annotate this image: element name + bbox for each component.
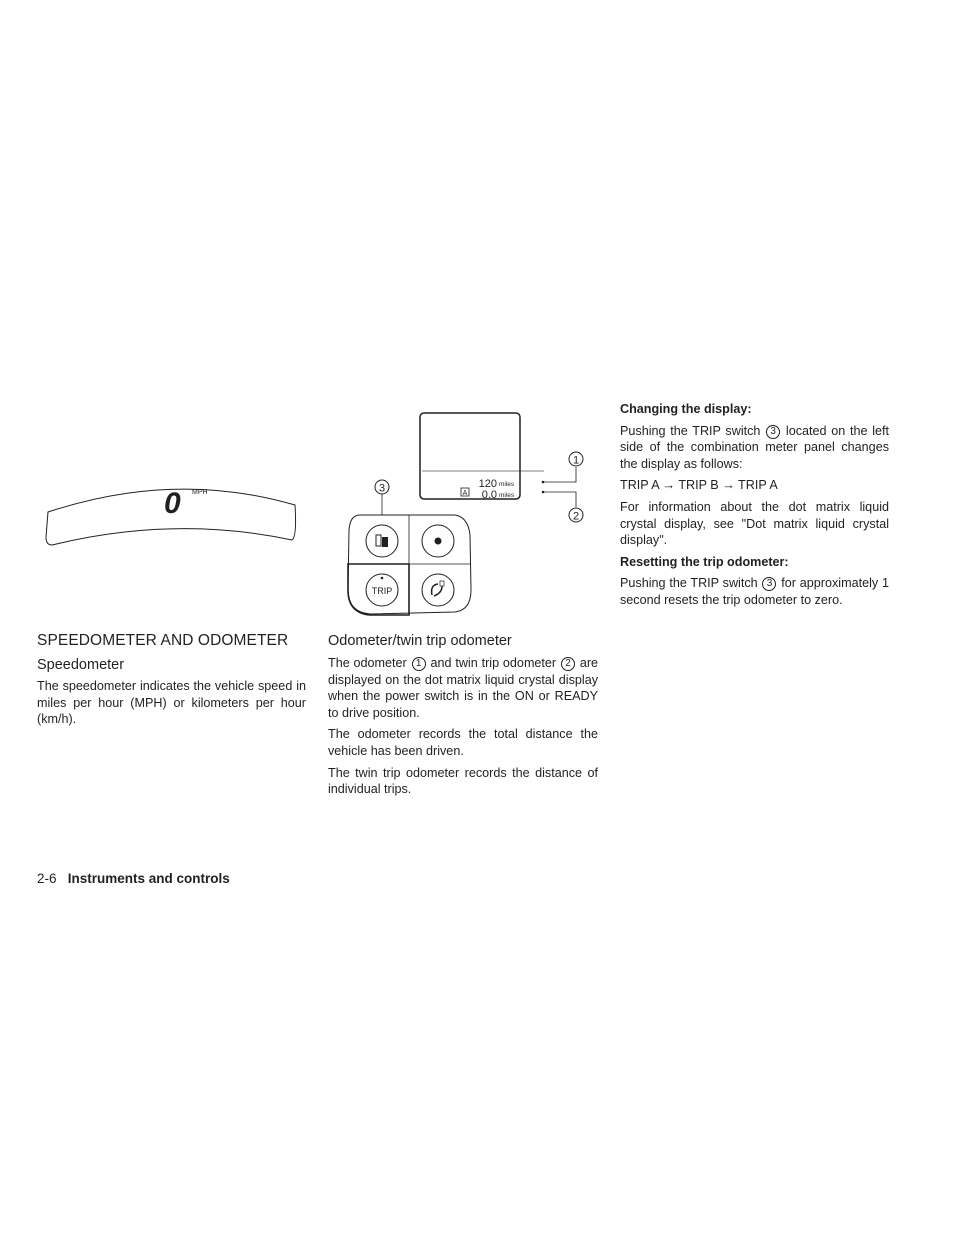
callout-1: 1 <box>572 454 580 467</box>
illumination-button <box>422 574 454 606</box>
text: located on the left side of the combination meter panel changes the display as follows: <box>620 423 889 471</box>
speedometer-paragraph: The speedometer indicates the vehicle speed in miles per hour (MPH) or kilometers per hour (km/h). <box>37 679 306 727</box>
trip-indicator: A <box>462 490 468 497</box>
trip-unit: miles <box>499 492 515 499</box>
column-3 <box>620 401 889 609</box>
section-title: SPEEDOMETER AND ODOMETER <box>37 632 289 649</box>
speed-unit: MPH <box>192 489 208 496</box>
trip-sequence: TRIP A → TRIP B → TRIP A <box>620 478 778 493</box>
trip-odometer-paragraph: The twin trip odometer records the distance of individual trips. <box>328 765 598 797</box>
callout-3: 3 <box>378 482 386 495</box>
dot-matrix-reference: For information about the dot matrix liquid crystal display, see "Dot matrix liquid crystal display". <box>620 499 889 548</box>
odometer-value: 120 <box>478 478 497 490</box>
reset-heading: Resetting the trip odometer: <box>620 554 789 569</box>
chapter-title: Instruments and controls <box>67 871 230 886</box>
meter-illustration <box>330 405 600 620</box>
page-number: 2-6 <box>37 871 57 886</box>
subsection-title: Odometer/twin trip odometer <box>328 633 512 649</box>
text: Pushing the TRIP switch <box>620 576 758 591</box>
trip-value: 0.0 <box>481 489 497 501</box>
text: for approximately 1 second resets the trip odometer to zero. <box>620 576 889 607</box>
changing-display-heading: Changing the display: <box>620 402 752 416</box>
column-1 <box>37 632 306 728</box>
reset-paragraph <box>620 575 889 608</box>
speed-value: 0 <box>164 487 181 520</box>
callout-1-ref: 1 <box>412 657 426 671</box>
changing-display-paragraph <box>620 423 889 473</box>
text: are displayed on the dot matrix liquid crystal display when the power switch is in the ON or READY to drive position. <box>328 656 599 720</box>
speedometer-illustration <box>40 475 310 555</box>
text: The odometer <box>328 656 407 670</box>
odometer-paragraph <box>328 655 598 721</box>
text: Pushing the TRIP switch <box>620 423 761 438</box>
column-2 <box>328 633 598 798</box>
odometer-unit: miles <box>499 481 515 488</box>
callout-3-ref: 3 <box>762 577 776 591</box>
subsection-title: Speedometer <box>37 657 125 673</box>
text: and twin trip odometer <box>430 656 557 670</box>
trip-button-label: TRIP <box>371 586 393 596</box>
odometer-total-paragraph: The odometer records the total distance the vehicle has been driven. <box>328 727 598 758</box>
callout-2: 2 <box>572 510 580 523</box>
callout-3-ref: 3 <box>766 425 780 439</box>
page-footer <box>37 871 230 886</box>
callout-2-ref: 2 <box>561 657 575 671</box>
